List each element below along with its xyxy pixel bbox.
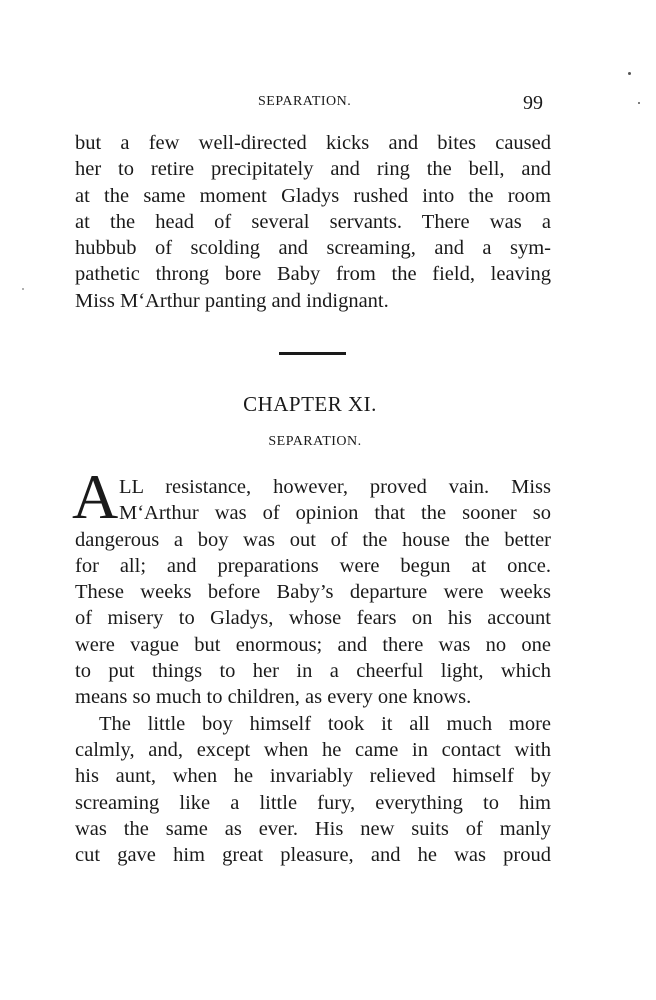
continued-paragraph <box>75 130 551 314</box>
text-line: means so much to children, as every one knows. <box>75 686 472 709</box>
text-line: dangerous a boy was out of the house the better <box>75 528 551 551</box>
text-line: but a few well-directed kicks and bites caused <box>75 132 551 154</box>
chapter-subtitle: SEPARATION. <box>268 434 362 449</box>
text-line: was the same as ever. His new suits of manly <box>75 817 551 840</box>
chapter-body <box>75 474 551 868</box>
paper-speck <box>638 102 640 104</box>
running-head <box>0 92 656 116</box>
text-line: The little boy himself took it all much more <box>99 712 551 735</box>
text-line: screaming like a little fury, everything to him <box>75 791 551 814</box>
running-head-title: SEPARATION. <box>258 94 352 109</box>
text-line: at the head of several servants. There was a <box>75 210 551 233</box>
chapter-heading: CHAPTER XI. <box>243 392 377 416</box>
text-line: her to retire precipitately and ring the bell, and <box>75 158 551 181</box>
text-line: for all; and preparations were begun at once. <box>75 554 551 577</box>
page-number: 99 <box>523 92 543 114</box>
paper-speck <box>628 72 631 75</box>
paper-speck <box>22 288 24 290</box>
text-line: LL resistance, however, proved vain. Miss <box>119 476 551 498</box>
text-line: cut gave him great pleasure, and he was proud <box>75 844 551 867</box>
text-line: Miss M‘Arthur panting and indignant. <box>75 289 389 312</box>
text-line: hubbub of scolding and screaming, and a sym- <box>75 237 551 260</box>
text-line: to put things to her in a cheerful light, which <box>75 660 551 683</box>
text-line: calmly, and, except when he came in contact with <box>75 738 551 761</box>
text-line: of misery to Gladys, whose fears on his account <box>75 607 551 630</box>
text-line: These weeks before Baby’s departure were weeks <box>75 581 551 604</box>
text-line: his aunt, when he invariably relieved himself by <box>75 765 551 788</box>
text-line: pathetic throng bore Baby from the field, leaving <box>75 263 551 286</box>
section-divider-rule <box>279 352 346 355</box>
text-line: were vague but enormous; and there was no one <box>75 633 551 656</box>
text-line: at the same moment Gladys rushed into the room <box>75 184 551 207</box>
text-line: M‘Arthur was of opinion that the sooner so <box>119 502 551 525</box>
drop-cap-letter: A <box>72 461 119 532</box>
